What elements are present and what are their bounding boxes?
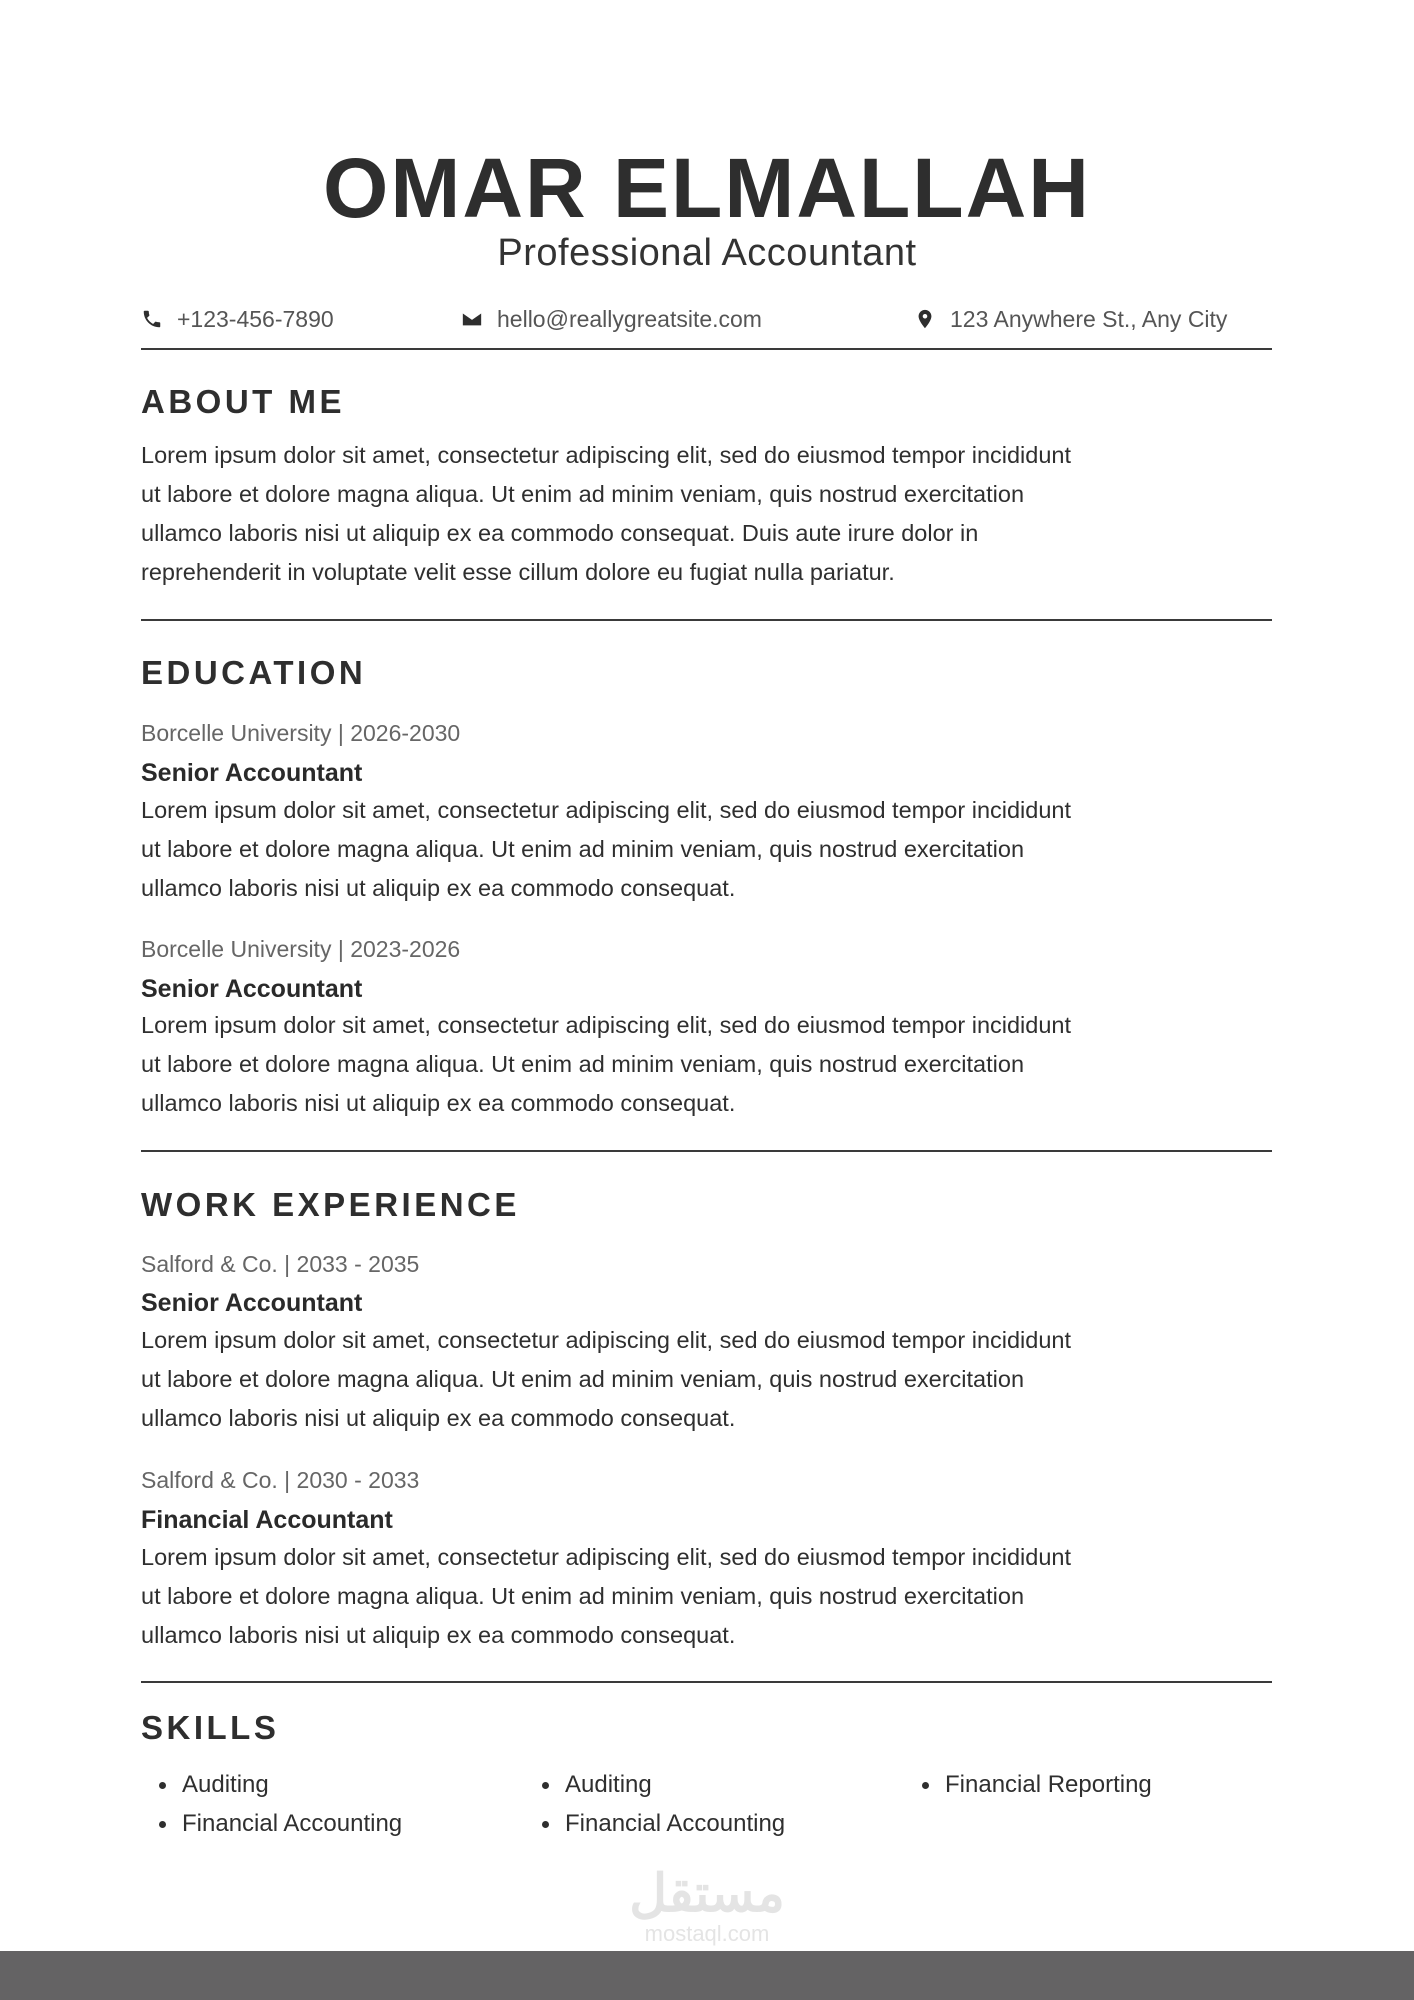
phone-text: +123-456-7890	[177, 306, 334, 332]
education-description	[141, 1006, 1281, 1123]
skill-item: Auditing	[182, 1769, 269, 1801]
text-line: Lorem ipsum dolor sit amet, consectetur adipiscing elit, sed do eiusmod tempor incididunt	[141, 442, 1072, 468]
text-line: reprehenderit in voluptate velit esse cillum dolore eu fugiat nulla pariatur.	[141, 559, 895, 585]
watermark-logo	[0, 1866, 1414, 1946]
skills-heading: SKILLS	[141, 1709, 280, 1746]
phone-icon	[141, 308, 163, 330]
work-role: Senior Accountant	[141, 1289, 363, 1317]
work-description	[141, 1538, 1281, 1655]
work-role: Financial Accountant	[141, 1506, 393, 1534]
education-role: Senior Accountant	[141, 975, 363, 1003]
contact-address	[914, 304, 1227, 334]
text-line: ullamco laboris nisi ut aliquip ex ea commodo consequat. Duis aute irure dolor in	[141, 520, 979, 546]
work-meta: Salford & Co. | 2033 - 2035	[141, 1251, 420, 1277]
skill-item: Auditing	[565, 1769, 652, 1801]
skill-item: Financial Reporting	[945, 1769, 1152, 1801]
location-pin-icon	[914, 308, 936, 330]
about-heading: ABOUT ME	[141, 383, 345, 420]
education-meta: Borcelle University | 2023-2026	[141, 936, 461, 962]
text-line: ullamco laboris nisi ut aliquip ex ea commodo consequat.	[141, 875, 736, 901]
footer-bar	[0, 1951, 1414, 2000]
education-meta: Borcelle University | 2026-2030	[141, 720, 461, 746]
divider	[141, 1150, 1272, 1152]
contact-phone	[141, 304, 334, 334]
text-line: Lorem ipsum dolor sit amet, consectetur adipiscing elit, sed do eiusmod tempor incididunt	[141, 1012, 1072, 1038]
contact-email	[461, 304, 762, 334]
text-line: ut labore et dolore magna aliqua. Ut enim ad minim veniam, quis nostrud exercitation	[141, 1366, 1025, 1392]
watermark-arabic: مستقل	[629, 1865, 785, 1923]
text-line: Lorem ipsum dolor sit amet, consectetur adipiscing elit, sed do eiusmod tempor incididunt	[141, 1327, 1072, 1353]
text-line: Lorem ipsum dolor sit amet, consectetur adipiscing elit, sed do eiusmod tempor incididunt	[141, 797, 1072, 823]
divider	[141, 619, 1272, 621]
text-line: ut labore et dolore magna aliqua. Ut enim ad minim veniam, quis nostrud exercitation	[141, 836, 1025, 862]
candidate-name: OMAR ELMALLAH	[323, 141, 1091, 235]
text-line: ut labore et dolore magna aliqua. Ut enim ad minim veniam, quis nostrud exercitation	[141, 481, 1025, 507]
text-line: ullamco laboris nisi ut aliquip ex ea commodo consequat.	[141, 1622, 736, 1648]
divider	[141, 348, 1272, 350]
text-line: ullamco laboris nisi ut aliquip ex ea commodo consequat.	[141, 1405, 736, 1431]
text-line: Lorem ipsum dolor sit amet, consectetur adipiscing elit, sed do eiusmod tempor incididunt	[141, 1544, 1072, 1570]
education-description	[141, 791, 1281, 908]
skill-item: Financial Accounting	[182, 1808, 402, 1840]
work-description	[141, 1321, 1281, 1438]
education-heading: EDUCATION	[141, 654, 367, 691]
text-line: ullamco laboris nisi ut aliquip ex ea commodo consequat.	[141, 1090, 736, 1116]
work-heading: WORK EXPERIENCE	[141, 1186, 520, 1223]
job-title: Professional Accountant	[497, 232, 917, 274]
work-meta: Salford & Co. | 2030 - 2033	[141, 1467, 420, 1493]
watermark-latin: mostaql.com	[644, 1921, 770, 1946]
email-text: hello@reallygreatsite.com	[497, 306, 762, 332]
text-line: ut labore et dolore magna aliqua. Ut enim ad minim veniam, quis nostrud exercitation	[141, 1051, 1025, 1077]
about-text	[141, 436, 1281, 592]
address-text: 123 Anywhere St., Any City	[950, 306, 1228, 332]
text-line: ut labore et dolore magna aliqua. Ut enim ad minim veniam, quis nostrud exercitation	[141, 1583, 1025, 1609]
skill-item: Financial Accounting	[565, 1808, 785, 1840]
divider	[141, 1681, 1272, 1683]
email-icon	[461, 308, 483, 330]
education-role: Senior Accountant	[141, 759, 363, 787]
